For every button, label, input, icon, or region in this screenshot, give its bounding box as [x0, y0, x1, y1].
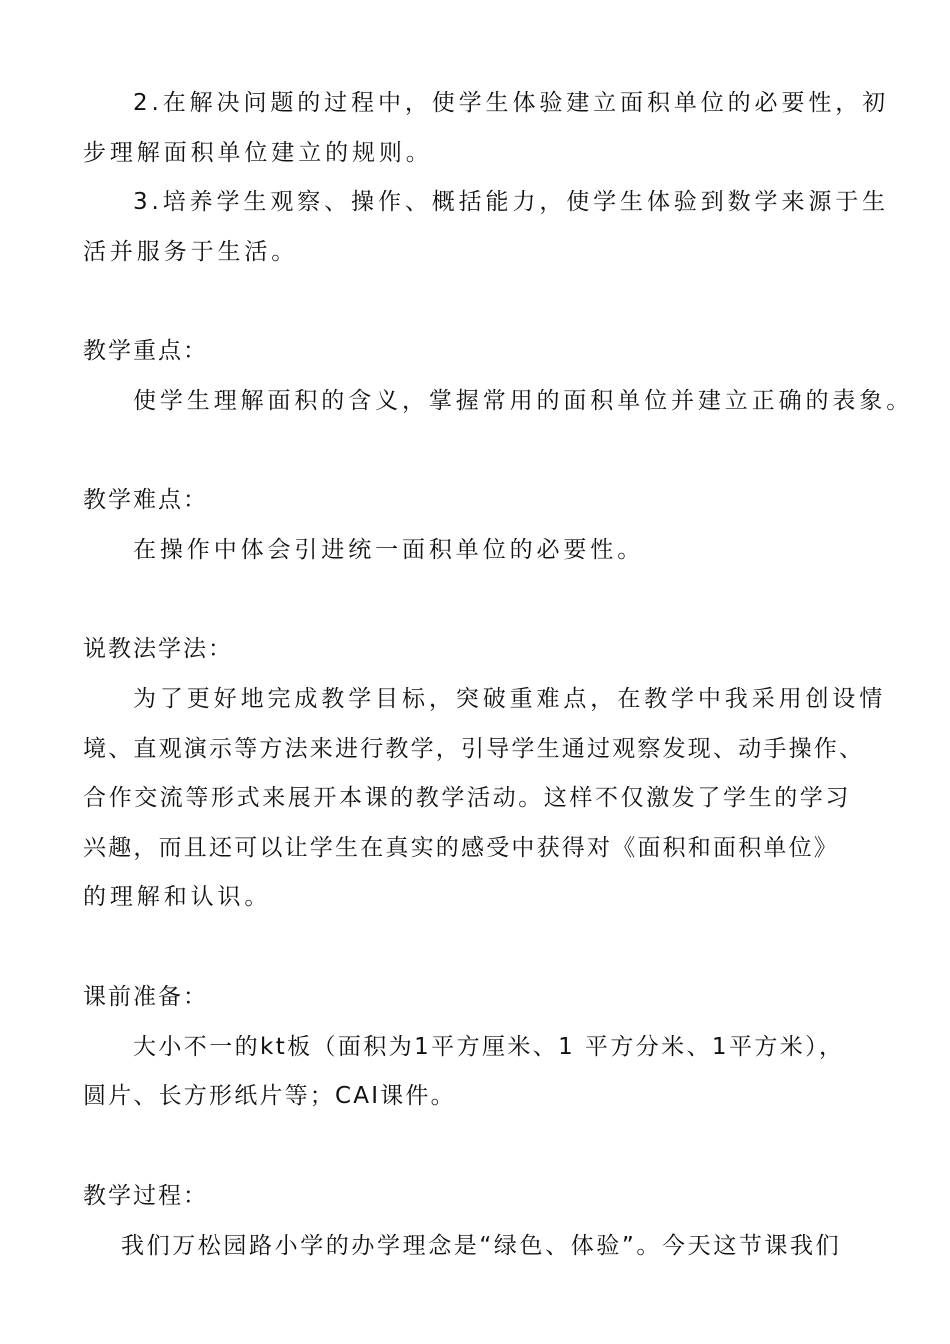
objective-3-line-1: 3.培养学生观察、操作、概括能力，使学生体验到数学来源于生 — [133, 189, 890, 215]
methods-line-2: 境、直观演示等方法来进行教学，引导学生通过观察发现、动手操作、 — [83, 736, 865, 762]
methods-heading: 说教法学法： — [83, 636, 233, 662]
process-line-1: 我们万松园路小学的办学理念是“绿色、体验”。今天这节课我们 — [121, 1233, 842, 1259]
difficulties-text: 在操作中体会引进统一面积单位的必要性。 — [133, 537, 645, 563]
difficulties-heading: 教学难点： — [83, 487, 208, 513]
methods-line-3: 合作交流等形式来展开本课的教学活动。这样不仅激发了学生的学习 — [83, 785, 851, 811]
methods-line-1: 为了更好地完成教学目标，突破重难点，在教学中我采用创设情 — [133, 686, 887, 712]
objective-3-line-2: 活并服务于生活。 — [83, 239, 299, 265]
objective-2-line-1: 2.在解决问题的过程中，使学生体验建立面积单位的必要性，初 — [133, 90, 890, 116]
preparation-line-1: 大小不一的kt板（面积为1平方厘米、1 平方分米、1平方米）， — [133, 1034, 845, 1060]
process-heading: 教学过程： — [83, 1183, 208, 1209]
methods-line-5: 的理解和认识。 — [83, 884, 272, 910]
objective-2-line-2: 步理解面积单位建立的规则。 — [83, 140, 433, 166]
preparation-heading: 课前准备： — [83, 984, 208, 1010]
key-points-text: 使学生理解面积的含义，掌握常用的面积单位并建立正确的表象。 — [133, 388, 914, 414]
methods-line-4: 兴趣，而且还可以让学生在真实的感受中获得对《面积和面积单位》 — [83, 835, 839, 861]
key-points-heading: 教学重点： — [83, 338, 208, 364]
preparation-line-2: 圆片、长方形纸片等；CAI课件。 — [83, 1083, 456, 1109]
